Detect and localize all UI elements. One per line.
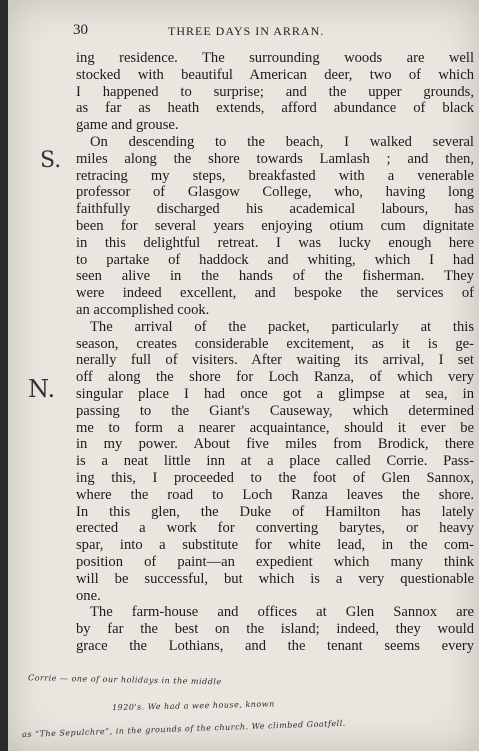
handwritten-note [22, 672, 479, 738]
text-line: game and grouse. [76, 117, 179, 134]
text-line: I happened to surprise; and the upper grounds, [76, 83, 474, 100]
text-line: season, creates considerable excitement, as it is ge- [76, 335, 474, 352]
text-line: The farm-house and offices at Glen Sannox are [90, 604, 474, 621]
text-line: where the road to Loch Ranza leaves the shore. [76, 486, 474, 503]
text-line: miles along the shore towards Lamlash ; and then, [76, 150, 474, 167]
text-line: in this delightful retreat. I was lucky enough here [76, 234, 474, 251]
text-line: erected a work for converting barytes, or heavy [76, 520, 474, 537]
text-line: stocked with beautiful American deer, two of which [76, 66, 474, 83]
text-line: is a neat little inn at a place called Corrie. Pass- [76, 453, 474, 470]
page-header [73, 22, 463, 40]
text-line: singular place I had once got a glimpse at sea, in [76, 385, 474, 402]
handwritten-line: Corrie — one of our holidays in the middle [27, 673, 222, 687]
text-line: me to form a nearer acquaintance, should it ever be [76, 419, 474, 436]
margin-note-s: S. [40, 148, 62, 173]
text-line: ing residence. The surrounding woods are well [76, 50, 474, 66]
text-line: an accomplished cook. [76, 301, 210, 318]
text-line: ing this, I proceeded to the foot of Glen Sannox, [76, 469, 474, 486]
text-line: position of paint—an expedient which many think [76, 553, 474, 570]
text-line: in my power. About five miles from Brodick, there [76, 436, 474, 453]
text-line: In this glen, the Duke of Hamilton has lately [76, 503, 474, 520]
text-line: On descending to the beach, I walked several [90, 133, 474, 150]
page-number: 30 [73, 22, 88, 38]
text-line: off along the shore for Loch Ranza, of which very [76, 369, 474, 386]
text-line: grace the Lothians, and the tenant seems every [76, 637, 474, 654]
text-line: to partake of haddock and whiting, which I had [76, 251, 474, 268]
handwritten-line: as “The Sepulchre”, in the grounds of the church. We climbed Goatfell. [21, 718, 346, 740]
text-line: retracing my steps, breakfasted with a venerable [76, 167, 474, 184]
text-line: spar, into a substitute for white lead, in the com- [76, 537, 474, 554]
body-text [76, 50, 474, 655]
margin-note-n: N. [28, 375, 56, 403]
text-line: by far the best on the island; indeed, they would [76, 621, 474, 638]
text-line: passing to the Giant's Causeway, which determined [76, 402, 474, 419]
text-line: been for several years enjoying otium cum dignitate [76, 217, 474, 234]
text-line: will be successful, but which is a very questionable [76, 570, 474, 587]
book-page [8, 0, 479, 751]
handwritten-line: 1920's. We had a wee house, known [111, 699, 275, 713]
text-line: as far as heath extends, afford abundance of black [76, 100, 474, 117]
text-line: faithfully discharged his academical labours, has [76, 201, 474, 218]
text-line: professor of Glasgow College, who, having long [76, 184, 474, 201]
text-line: were indeed excellent, and bespoke the services of [76, 285, 474, 302]
running-title: THREE DAYS IN ARRAN. [168, 24, 325, 38]
text-line: one. [76, 587, 101, 604]
text-line: nerally full of visiters. After waiting its arrival, I set [76, 352, 474, 369]
text-line: seen alive in the hands of the fisherman. They [76, 268, 474, 285]
text-line: The arrival of the packet, particularly at this [90, 318, 474, 335]
